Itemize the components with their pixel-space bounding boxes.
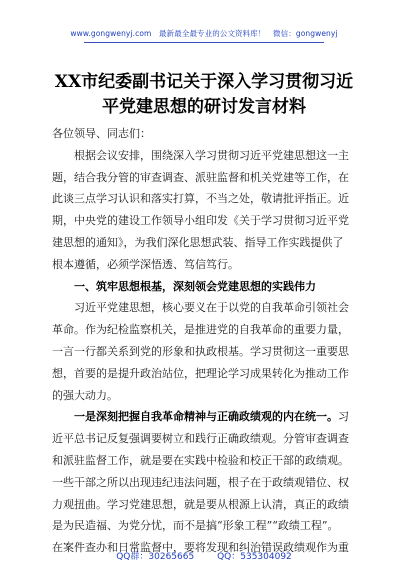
header-banner	[0, 28, 408, 39]
document-title	[40, 70, 368, 120]
document-body	[52, 123, 358, 559]
section-heading-1	[52, 276, 358, 298]
paragraph-line: 想，首要的是提升政治站位，把理论学习成果转化为推动工作	[52, 366, 349, 380]
title-line-2: 平党建思想的研讨发言材料	[102, 97, 306, 117]
paragraph-line: 期，中央党的建设工作领导小组印发《关于学习贯彻习近平党	[52, 214, 349, 228]
paragraph-2	[52, 297, 358, 406]
header-divider	[84, 42, 324, 43]
footer-contact	[0, 549, 408, 562]
paragraph-line: 力观扭曲。学习党建思想，就是要从根源上认清，真正的政绩	[52, 497, 349, 511]
paragraph-line: 革命。作为纪检监察机关，是推进党的自我革命的重要力量，	[52, 323, 349, 337]
paragraph-line: 一言一行都关系到党的形象和执政根基。学习贯彻这一重要思	[52, 344, 349, 358]
paragraph-line-first	[52, 406, 358, 428]
paragraph-line: 近平总书记反复强调要树立和践行正确政绩观。分管审查调查	[52, 432, 349, 446]
paragraph-line: 题，结合我分管的审查调查、派驻监督和机关党建等工作，在	[52, 170, 349, 184]
paragraph-line: 在案件查办和日常监督中，要将发现和纠治错误政绩观作为重	[52, 541, 349, 555]
salutation-text: 各位领导、同志们：	[52, 127, 151, 140]
paragraph-line: 根本遵循，必须学深悟透、笃信笃行。	[52, 257, 239, 271]
paragraph-line: 是为民造福、为党分忧，而不是搞“形象工程”“政绩工程”。	[52, 519, 339, 533]
header-banner-text: www.gongwenyj.com 最新最全最专业的公文资料库！ 微信：gongwenyj	[70, 29, 338, 38]
paragraph-line: 和派驻监督工作，就是要在实践中检验和校正干部的政绩观。	[52, 453, 349, 467]
paragraph-line: 的强大动力。	[52, 388, 118, 402]
footer-qq: QQ：535304092	[217, 552, 292, 562]
paragraph-3	[52, 406, 358, 559]
paragraph-1	[52, 145, 358, 276]
paragraph-line: 习近平党建思想，核心要义在于以党的自我革命引领社会	[74, 301, 349, 315]
paragraph-line-tail: 习	[338, 410, 349, 424]
paragraph-line: 一些干部之所以出现违纪违法问题，根子在于政绩观错位、权	[52, 475, 349, 489]
paragraph-line: 此谈三点学习认识和落实打算，不当之处，敬请批评指正。近	[52, 192, 349, 206]
paragraph-line: 建思想的通知》，为我们深化思想武装、指导工作实践提供了	[52, 235, 344, 249]
paragraph-line: 根据会议安排，围绕深入学习贯彻习近平党建思想这一主	[74, 148, 349, 162]
footer-qq-group: QQ群：30265665	[116, 552, 195, 562]
section-heading-text: 一、筑牢思想根基，深刻领会党建思想的实践伟力	[74, 279, 316, 293]
emphasis-text: 一是深刻把握自我革命精神与正确政绩观的内在统一。	[74, 410, 338, 424]
title-line-1: XX市纪委副书记关于深入学习贯彻习近	[54, 72, 354, 92]
salutation	[52, 123, 358, 145]
